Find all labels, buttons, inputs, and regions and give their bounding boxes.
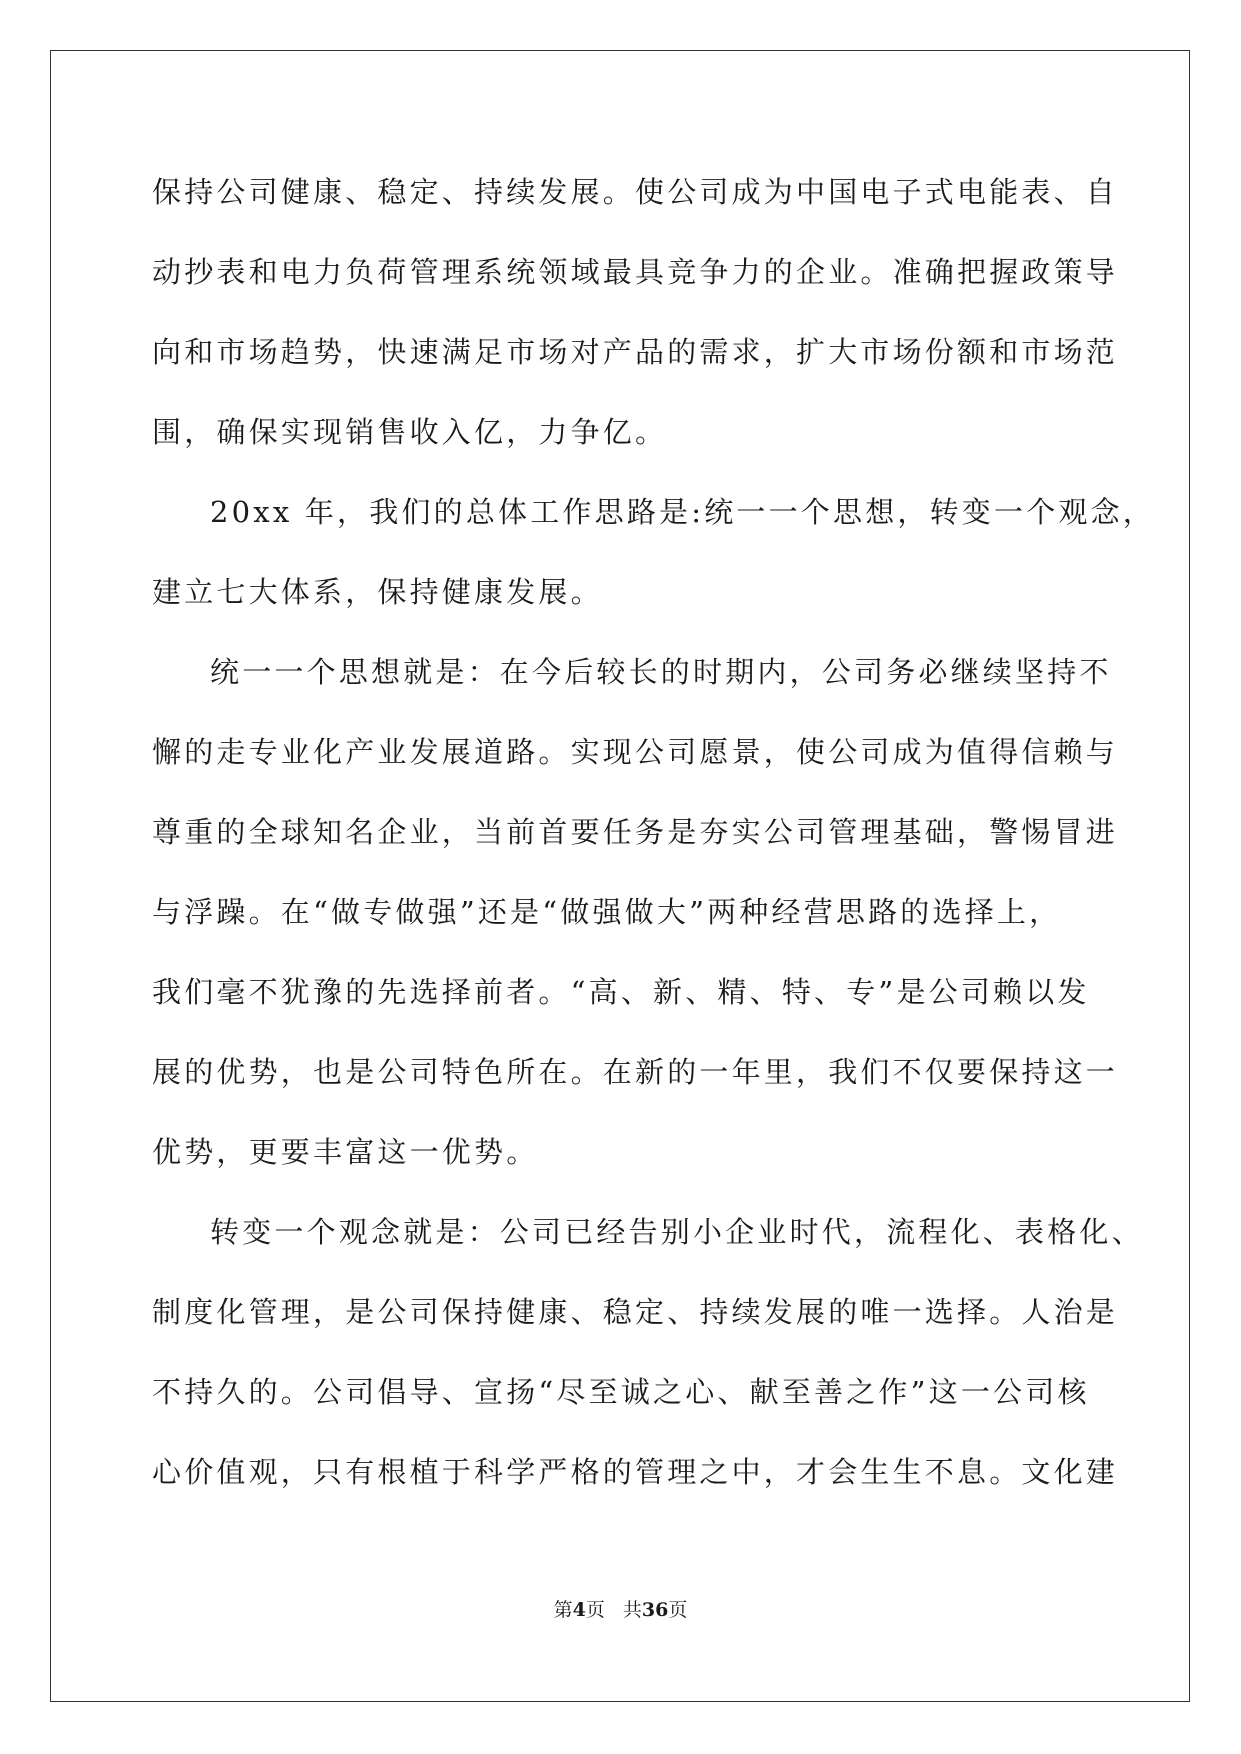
text-line-3: 向和市场趋势，快速满足市场对产品的需求，扩大市场份额和市场范: [152, 335, 1119, 369]
text-line-16: 不持久的。公司倡导、宣扬“尽至诚之心、献至善之作”这一公司核: [152, 1375, 1090, 1409]
text-line-8: 懈的走专业化产业发展道路。实现公司愿景，使公司成为值得信赖与: [152, 735, 1119, 769]
text-line-13: 优势，更要丰富这一优势。: [152, 1135, 539, 1169]
text-line-4: 围，确保实现销售收入亿，力争亿。: [152, 415, 668, 449]
text-line-17: 心价值观，只有根植于科学严格的管理之中，才会生生不息。文化建: [152, 1455, 1119, 1489]
text-line-10: 与浮躁。在“做专做强”还是“做强做大”两种经营思路的选择上，: [152, 895, 1062, 929]
page-number: 4: [572, 1599, 586, 1621]
text-line-11: 我们毫不犹豫的先选择前者。“高、新、精、特、专”是公司赖以发: [152, 975, 1090, 1009]
text-line-1: 保持公司健康、稳定、持续发展。使公司成为中国电子式电能表、自: [152, 175, 1119, 209]
text-line-15: 制度化管理，是公司保持健康、稳定、持续发展的唯一选择。人治是: [152, 1295, 1119, 1329]
total-suffix: 页: [668, 1599, 688, 1621]
document-body: [152, 160, 1156, 1520]
text-line-5: 20xx 年，我们的总体工作思路是:统一一个思想，转变一个观念，: [210, 495, 1156, 529]
text-line-7: 统一一个思想就是：在今后较长的时期内，公司务必继续坚持不: [210, 655, 1112, 689]
page-suffix: 页: [585, 1599, 605, 1621]
text-line-14: 转变一个观念就是：公司已经告别小企业时代，流程化、表格化、: [210, 1215, 1144, 1249]
total-pages: 36: [641, 1599, 669, 1621]
page-prefix: 第: [553, 1599, 573, 1621]
total-prefix: 共: [622, 1599, 642, 1621]
text-line-9: 尊重的全球知名企业，当前首要任务是夯实公司管理基础，警惕冒进: [152, 815, 1119, 849]
text-line-2: 动抄表和电力负荷管理系统领域最具竞争力的企业。准确把握政策导: [152, 255, 1119, 289]
text-line-12: 展的优势，也是公司特色所在。在新的一年里，我们不仅要保持这一: [152, 1055, 1119, 1089]
page-footer: [0, 1598, 1241, 1622]
text-line-6: 建立七大体系，保持健康发展。: [152, 575, 603, 609]
